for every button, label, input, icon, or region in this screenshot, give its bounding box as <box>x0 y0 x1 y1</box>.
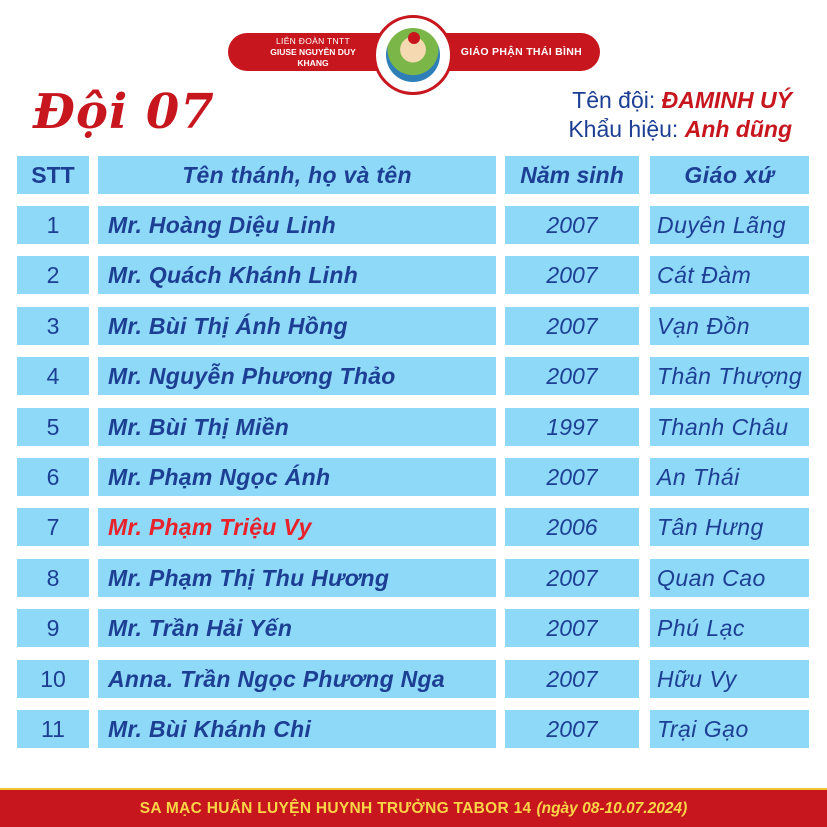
table-header <box>0 156 827 194</box>
table-row <box>0 256 827 294</box>
row-year: 2007 <box>505 206 639 244</box>
row-parish: An Thái <box>650 458 809 496</box>
row-stt: 8 <box>17 559 89 597</box>
row-name: Mr. Hoàng Diệu Linh <box>98 206 496 244</box>
row-parish: Hữu Vy <box>650 660 809 698</box>
banner-left-line1: LIÊN ĐOÀN TNTT <box>276 35 350 46</box>
team-name-line <box>568 86 792 115</box>
row-stt: 6 <box>17 458 89 496</box>
row-parish: Vạn Đồn <box>650 307 809 345</box>
row-name: Mr. Phạm Triệu Vy <box>98 508 496 546</box>
row-year: 1997 <box>505 408 639 446</box>
table-row <box>0 408 827 446</box>
table-row <box>0 559 827 597</box>
row-stt: 10 <box>17 660 89 698</box>
row-stt: 11 <box>17 710 89 748</box>
row-year: 2007 <box>505 559 639 597</box>
row-stt: 1 <box>17 206 89 244</box>
row-year: 2007 <box>505 256 639 294</box>
team-motto-label: Khẩu hiệu: <box>568 116 679 142</box>
banner-left-line2: GIUSE NGUYỄN DUY KHANG <box>270 46 356 68</box>
footer-date: (ngày 08-10.07.2024) <box>536 799 688 817</box>
header-year: Năm sinh <box>505 156 639 194</box>
row-name: Mr. Trần Hải Yến <box>98 609 496 647</box>
row-year: 2007 <box>505 458 639 496</box>
team-name-value: ĐAMINH UÝ <box>661 87 792 113</box>
table-row <box>0 458 827 496</box>
row-stt: 4 <box>17 357 89 395</box>
row-name: Mr. Phạm Thị Thu Hương <box>98 559 496 597</box>
row-parish: Phú Lạc <box>650 609 809 647</box>
footer-text: SA MẠC HUẤN LUYỆN HUYNH TRƯỞNG TABOR 14 <box>139 799 532 817</box>
row-year: 2007 <box>505 710 639 748</box>
row-name: Mr. Nguyễn Phương Thảo <box>98 357 496 395</box>
team-info <box>568 86 792 144</box>
row-parish: Thanh Châu <box>650 408 809 446</box>
diocese-seal-logo <box>373 15 453 95</box>
table-row <box>0 357 827 395</box>
row-name: Anna. Trần Ngọc Phương Nga <box>98 660 496 698</box>
row-name: Mr. Bùi Khánh Chi <box>98 710 496 748</box>
row-parish: Trại Gạo <box>650 710 809 748</box>
row-parish: Duyên Lãng <box>650 206 809 244</box>
row-year: 2007 <box>505 307 639 345</box>
row-year: 2007 <box>505 357 639 395</box>
table-row <box>0 206 827 244</box>
row-year: 2007 <box>505 660 639 698</box>
row-stt: 5 <box>17 408 89 446</box>
row-stt: 3 <box>17 307 89 345</box>
team-motto-value: Anh dũng <box>684 116 792 142</box>
header-stt: STT <box>17 156 89 194</box>
row-parish: Thân Thượng <box>650 357 809 395</box>
table-row <box>0 307 827 345</box>
row-year: 2007 <box>505 609 639 647</box>
row-stt: 9 <box>17 609 89 647</box>
row-name: Mr. Bùi Thị Ánh Hồng <box>98 307 496 345</box>
row-name: Mr. Quách Khánh Linh <box>98 256 496 294</box>
team-name-label: Tên đội: <box>572 87 656 113</box>
row-name: Mr. Bùi Thị Miền <box>98 408 496 446</box>
row-parish: Tân Hưng <box>650 508 809 546</box>
table-row <box>0 609 827 647</box>
table-row <box>0 660 827 698</box>
header-parish: Giáo xứ <box>650 156 809 194</box>
page-title: Đội 07 <box>33 84 215 140</box>
row-parish: Quan Cao <box>650 559 809 597</box>
row-stt: 2 <box>17 256 89 294</box>
footer-bar <box>0 788 827 827</box>
table-row <box>0 710 827 748</box>
header-name: Tên thánh, họ và tên <box>98 156 496 194</box>
row-year: 2006 <box>505 508 639 546</box>
banner-left <box>258 36 368 69</box>
cross-icon <box>408 32 420 44</box>
banner-right: GIÁO PHẬN THÁI BÌNH <box>460 46 582 58</box>
team-motto-line <box>568 115 792 144</box>
row-name: Mr. Phạm Ngọc Ánh <box>98 458 496 496</box>
row-stt: 7 <box>17 508 89 546</box>
row-parish: Cát Đàm <box>650 256 809 294</box>
table-row <box>0 508 827 546</box>
